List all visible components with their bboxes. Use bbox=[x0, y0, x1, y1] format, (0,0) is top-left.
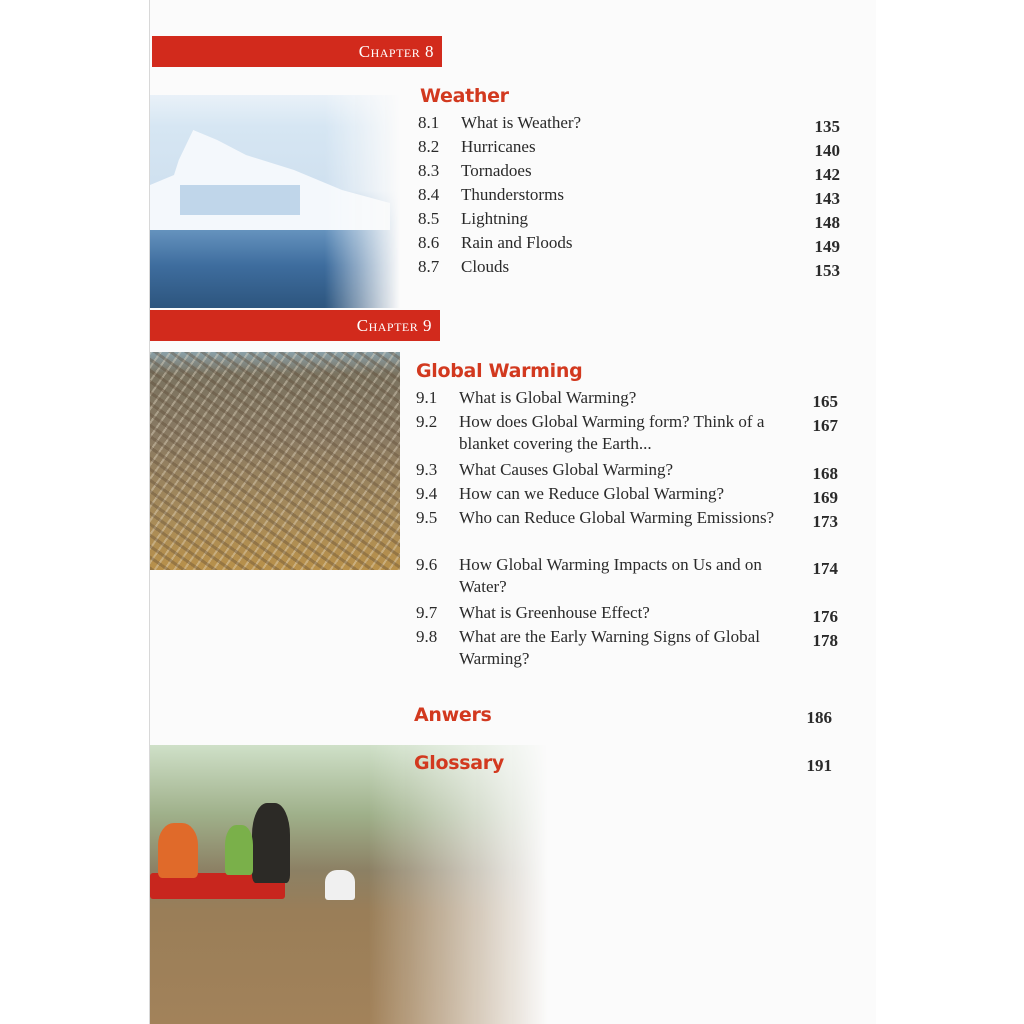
section-title-text: Lightning bbox=[461, 209, 529, 228]
section-number: 8.1 bbox=[418, 113, 440, 132]
section-number: 9.4 bbox=[416, 484, 438, 503]
section-number: 8.4 bbox=[418, 185, 440, 204]
section-title-text: What Causes Global Warming? bbox=[459, 460, 674, 479]
section-number: 9.6 bbox=[416, 555, 438, 574]
chapter-9-banner: Chapter 9 bbox=[150, 310, 440, 341]
section-number: 9.5 bbox=[416, 508, 438, 527]
chapter-8-title: Weather bbox=[420, 85, 509, 107]
section-title-text: Tornadoes bbox=[461, 161, 532, 180]
section-title-text: Rain and Floods bbox=[461, 233, 573, 252]
section-title-text: What are the Early Warning Signs of Global Warming? bbox=[459, 627, 760, 668]
section-number: 8.7 bbox=[418, 257, 440, 276]
section-number: 9.8 bbox=[416, 627, 438, 646]
section-title-text: Hurricanes bbox=[461, 137, 536, 156]
iceberg-photo bbox=[150, 95, 400, 308]
section-title-text: What is Weather? bbox=[461, 113, 582, 132]
page-number: 168 bbox=[812, 464, 838, 483]
section-number: 9.1 bbox=[416, 388, 438, 407]
page-number: 135 bbox=[814, 117, 840, 136]
flood-street-photo bbox=[150, 745, 548, 1024]
section-number: 8.2 bbox=[418, 137, 440, 156]
page-number: 169 bbox=[812, 488, 838, 507]
section-number: 9.2 bbox=[416, 412, 438, 431]
page-number: 140 bbox=[814, 141, 840, 160]
page-number: 173 bbox=[812, 512, 838, 531]
section-title-text: Who can Reduce Global Warming Emissions? bbox=[459, 508, 775, 527]
section-title-text: How Global Warming Impacts on Us and on Water? bbox=[459, 555, 762, 596]
page-number: 153 bbox=[814, 261, 840, 280]
section-number: 9.7 bbox=[416, 603, 438, 622]
section-title-text: Clouds bbox=[461, 257, 510, 276]
section-title-text: How can we Reduce Global Warming? bbox=[459, 484, 725, 503]
page-number: 142 bbox=[814, 165, 840, 184]
page-number: 176 bbox=[812, 607, 838, 626]
section-title-text: What is Global Warming? bbox=[459, 388, 637, 407]
answers-page: 186 bbox=[806, 708, 832, 727]
page-number: 148 bbox=[814, 213, 840, 232]
section-number: 8.3 bbox=[418, 161, 440, 180]
page-number: 174 bbox=[812, 559, 838, 578]
page-number: 143 bbox=[814, 189, 840, 208]
section-title-text: How does Global Warming form? Think of a blanket covering the Earth... bbox=[459, 412, 765, 453]
glossary-heading: Glossary bbox=[414, 752, 504, 774]
chapter-9-title: Global Warming bbox=[416, 360, 583, 382]
chapter-8-banner: Chapter 8 bbox=[152, 36, 442, 67]
page-number: 165 bbox=[812, 392, 838, 411]
glossary-page: 191 bbox=[806, 756, 832, 775]
flooded-city-aerial-photo bbox=[150, 352, 400, 570]
section-number: 9.3 bbox=[416, 460, 438, 479]
page-number: 167 bbox=[812, 416, 838, 435]
page-number: 149 bbox=[814, 237, 840, 256]
section-number: 8.5 bbox=[418, 209, 440, 228]
section-title-text: What is Greenhouse Effect? bbox=[459, 603, 650, 622]
section-title-text: Thunderstorms bbox=[461, 185, 564, 204]
section-number: 8.6 bbox=[418, 233, 440, 252]
answers-heading: Anwers bbox=[414, 704, 492, 726]
page-number: 178 bbox=[812, 631, 838, 650]
